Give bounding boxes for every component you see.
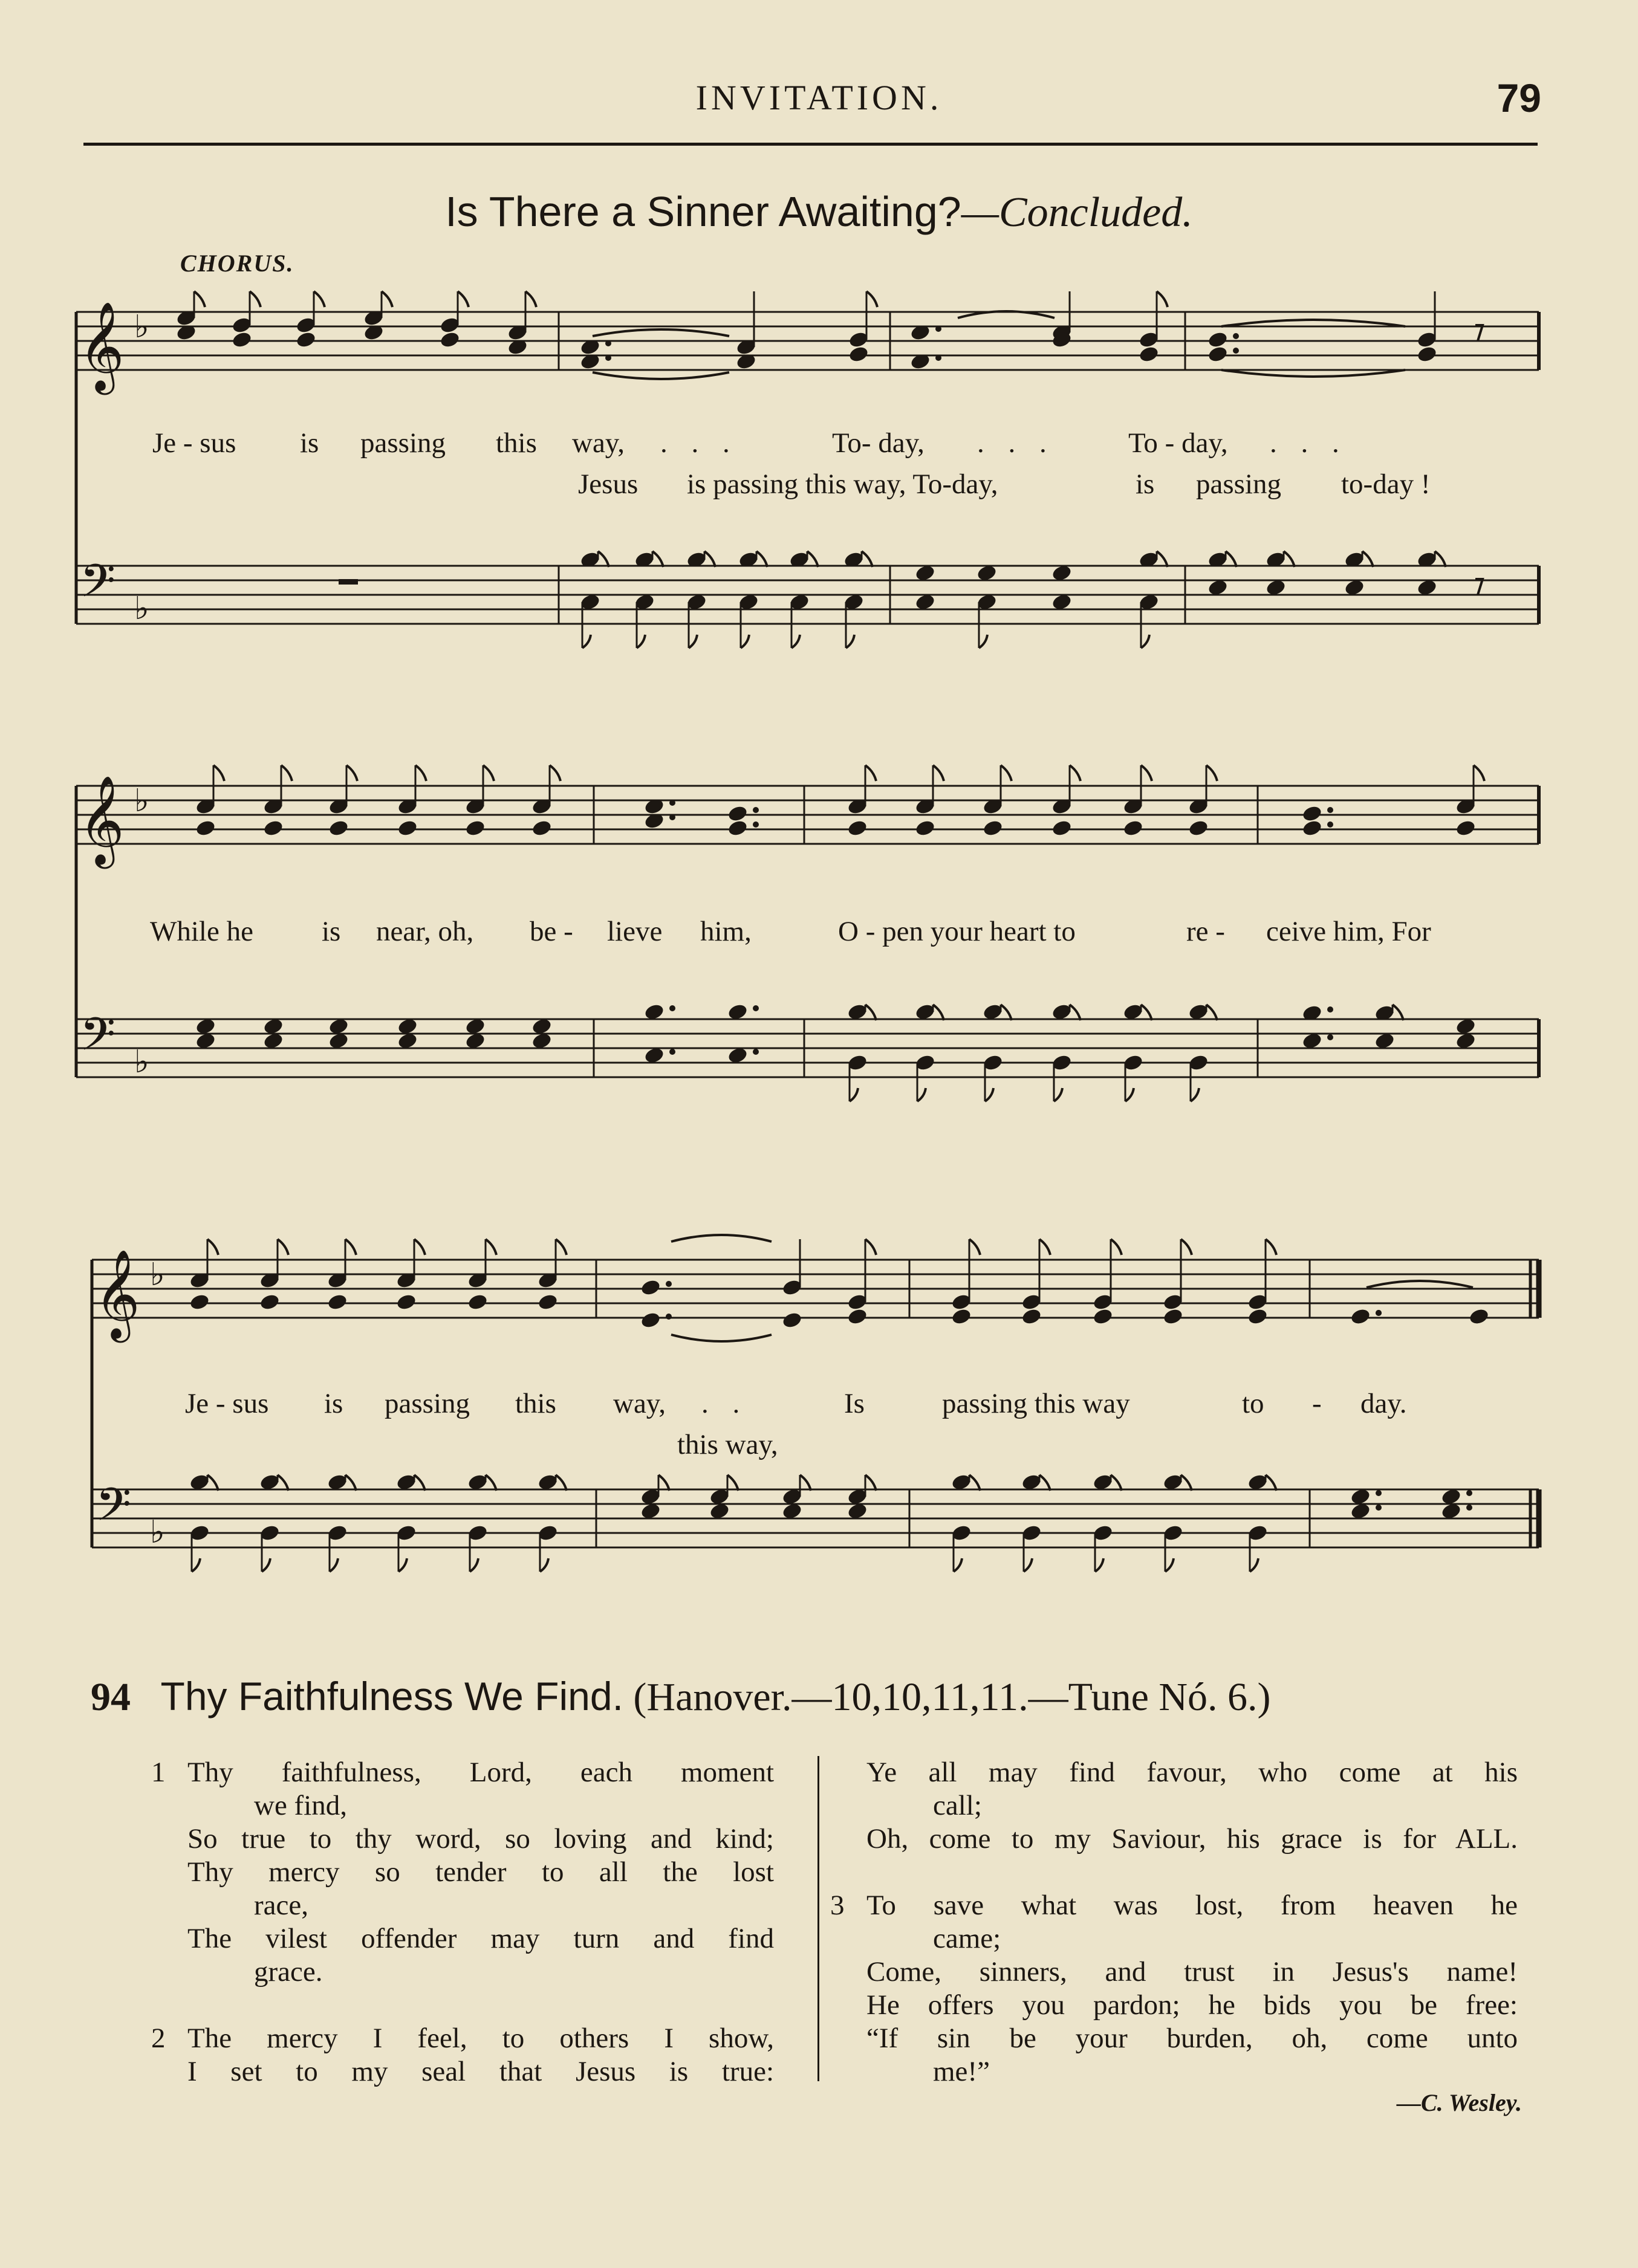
verse-line bbox=[830, 1756, 1518, 1789]
note-flag bbox=[985, 1088, 993, 1101]
note-flag bbox=[1435, 551, 1446, 567]
flat-key-signature: ♭ bbox=[134, 1044, 149, 1080]
verse-line bbox=[830, 1955, 1518, 1989]
notehead bbox=[531, 819, 553, 838]
verse-text: The mercy I feel, to others I show, bbox=[187, 2023, 774, 2054]
hymn94-number: 94 bbox=[91, 1675, 131, 1719]
note-flag bbox=[1001, 765, 1012, 781]
augmentation-dot bbox=[1376, 1505, 1382, 1511]
augmentation-dot bbox=[666, 1281, 672, 1287]
augmentation-dot bbox=[605, 355, 611, 361]
verse-line bbox=[830, 1989, 1518, 2022]
augmentation-dot bbox=[1327, 821, 1333, 828]
tie-curve bbox=[1221, 320, 1405, 326]
notehead bbox=[537, 1293, 559, 1312]
notehead bbox=[1468, 1307, 1490, 1326]
verse-text: “If sin be your burden, oh, come unto bbox=[866, 2023, 1518, 2054]
lyric-syllable: passing bbox=[385, 1388, 470, 1419]
augmentation-dot bbox=[605, 340, 611, 346]
notehead bbox=[1162, 1307, 1184, 1326]
note-flag bbox=[1039, 1475, 1050, 1491]
notehead bbox=[1301, 819, 1323, 838]
notehead bbox=[1021, 1307, 1042, 1326]
note-flag bbox=[213, 765, 224, 781]
note-flag bbox=[382, 291, 392, 307]
note-flag bbox=[556, 1475, 567, 1491]
treble-clef-icon: 𝄞 bbox=[79, 775, 125, 865]
note-flag bbox=[192, 1558, 200, 1572]
verse-text: Ye all may find favour, who come at his bbox=[866, 1757, 1518, 1788]
note-flag bbox=[862, 551, 873, 567]
notehead bbox=[295, 331, 317, 349]
note-flag bbox=[756, 551, 767, 567]
notehead bbox=[327, 1293, 348, 1312]
hymn94-tune-info: (Hanover.—10,10,11,11.—Tune Nó. 6.) bbox=[633, 1675, 1271, 1719]
verse-line bbox=[151, 1756, 774, 1789]
lyric-syllable: Is bbox=[844, 1388, 865, 1419]
note-flag bbox=[1141, 1005, 1152, 1020]
lyric-syllable: O - pen your heart to bbox=[838, 916, 1076, 947]
flat-key-signature: ♭ bbox=[134, 783, 149, 819]
note-flag bbox=[807, 551, 818, 567]
note-flag bbox=[1181, 1475, 1192, 1491]
note-flag bbox=[1474, 765, 1484, 781]
note-flag bbox=[689, 635, 697, 648]
notehead bbox=[1455, 819, 1477, 838]
lyric-syllable: this bbox=[515, 1388, 556, 1419]
verse-text: came; bbox=[933, 1923, 1001, 1954]
notehead bbox=[259, 1293, 281, 1312]
augmentation-dot bbox=[753, 821, 759, 828]
lyric-syllable: this bbox=[496, 427, 537, 459]
lyric-syllable: to-day ! bbox=[1341, 468, 1431, 500]
augmentation-dot bbox=[666, 1314, 672, 1320]
note-flag bbox=[1141, 635, 1149, 648]
lyric-syllable: While he bbox=[150, 916, 253, 947]
note-flag bbox=[486, 1475, 496, 1491]
note-flag bbox=[414, 1239, 425, 1255]
notehead bbox=[1188, 819, 1209, 838]
note-flag bbox=[741, 635, 749, 648]
note-flag bbox=[791, 635, 800, 648]
lyric-syllable: . . . bbox=[977, 427, 1055, 459]
notehead bbox=[439, 331, 461, 349]
note-flag bbox=[1266, 1239, 1276, 1255]
verse-text: we find, bbox=[254, 1790, 348, 1821]
note-flag bbox=[1206, 765, 1217, 781]
note-flag bbox=[727, 1475, 738, 1491]
lyric-syllable: lieve bbox=[607, 916, 663, 947]
note-flag bbox=[1266, 1475, 1276, 1491]
note-flag bbox=[846, 635, 854, 648]
note-flag bbox=[582, 635, 591, 648]
notehead bbox=[727, 805, 749, 823]
lyric-syllable: be - bbox=[530, 916, 573, 947]
note-flag bbox=[1393, 1005, 1403, 1020]
notehead bbox=[847, 819, 868, 838]
note-flag bbox=[1125, 1088, 1134, 1101]
note-flag bbox=[979, 635, 987, 648]
note-flag bbox=[1070, 765, 1081, 781]
note-flag bbox=[1141, 765, 1152, 781]
notehead bbox=[848, 345, 869, 364]
notehead bbox=[640, 1311, 661, 1330]
flat-key-signature: ♭ bbox=[150, 1257, 165, 1293]
tie-curve bbox=[671, 1335, 772, 1341]
note-flag bbox=[954, 1558, 962, 1572]
notehead bbox=[1207, 345, 1229, 364]
lyric-syllable: is bbox=[322, 916, 341, 947]
note-flag bbox=[1111, 1239, 1122, 1255]
note-flag bbox=[1157, 551, 1168, 567]
verse-text: So true to thy word, so loving and kind; bbox=[187, 1823, 774, 1855]
note-flag bbox=[281, 765, 292, 781]
lyric-syllable: To - day, bbox=[1128, 427, 1228, 459]
note-flag bbox=[865, 1239, 876, 1255]
notehead bbox=[195, 819, 216, 838]
stanza-number: 2 bbox=[151, 2023, 166, 2054]
whole-rest bbox=[339, 579, 358, 585]
treble-clef-icon: 𝄞 bbox=[94, 1249, 140, 1339]
augmentation-dot bbox=[1376, 1310, 1382, 1316]
chorus-label: CHORUS. bbox=[180, 250, 294, 277]
lyric-syllable: - bbox=[1312, 1388, 1322, 1419]
note-flag bbox=[865, 1005, 876, 1020]
note-flag bbox=[969, 1475, 980, 1491]
note-flag bbox=[550, 765, 561, 781]
lyric-syllable: Je - sus bbox=[152, 427, 236, 459]
verse-text: The vilest offender may turn and find bbox=[187, 1923, 774, 1954]
augmentation-dot bbox=[1466, 1505, 1472, 1511]
notehead bbox=[1350, 1307, 1371, 1326]
note-flag bbox=[540, 1558, 548, 1572]
lyric-syllable: Je - sus bbox=[185, 1388, 269, 1419]
note-flag bbox=[1191, 1088, 1199, 1101]
verse-text: call; bbox=[933, 1790, 982, 1821]
notehead bbox=[231, 331, 253, 349]
note-flag bbox=[207, 1475, 218, 1491]
notehead bbox=[1207, 331, 1229, 349]
hymn94-title: Thy Faithfulness We Find. bbox=[160, 1674, 623, 1719]
lyric-syllable: . . . bbox=[660, 427, 738, 459]
hymn-title-main: Is There a Sinner Awaiting? bbox=[445, 188, 961, 235]
augmentation-dot bbox=[669, 1005, 675, 1011]
augmentation-dot bbox=[669, 800, 675, 806]
lyric-syllable: way, bbox=[572, 427, 625, 459]
verse-line bbox=[151, 2055, 774, 2088]
verse-line bbox=[151, 1922, 774, 1955]
lyric-syllable: . . bbox=[701, 1388, 749, 1419]
lyric-syllable: ceive him, For bbox=[1266, 916, 1431, 947]
note-flag bbox=[1206, 1005, 1217, 1020]
lyric-syllable: . . . bbox=[1270, 427, 1348, 459]
verse-line bbox=[151, 1856, 774, 1889]
note-flag bbox=[345, 1239, 356, 1255]
augmentation-dot bbox=[1376, 1490, 1382, 1496]
note-flag bbox=[194, 291, 205, 307]
augmentation-dot bbox=[669, 814, 675, 820]
notehead bbox=[1416, 345, 1438, 364]
hymn-title-suffix: —Concluded. bbox=[961, 189, 1193, 236]
lyric-syllable: him, bbox=[700, 916, 752, 947]
note-flag bbox=[345, 1475, 356, 1491]
notehead bbox=[1301, 805, 1323, 823]
verse-line bbox=[830, 1922, 1518, 1955]
note-flag bbox=[330, 1558, 338, 1572]
notehead bbox=[951, 1307, 972, 1326]
note-flag bbox=[637, 635, 645, 648]
lyric-syllable: this way, bbox=[677, 1429, 778, 1460]
note-flag bbox=[652, 551, 663, 567]
note-flag bbox=[398, 1558, 407, 1572]
stanza-gap bbox=[151, 1989, 774, 2022]
lyric-syllable: is passing this way, To-day, bbox=[687, 468, 998, 500]
note-flag bbox=[850, 1088, 858, 1101]
verse-line bbox=[830, 2055, 1518, 2088]
notehead bbox=[914, 819, 936, 838]
augmentation-dot bbox=[753, 1005, 759, 1011]
hymn94-verses-right bbox=[830, 1756, 1518, 2088]
notehead bbox=[847, 1307, 868, 1326]
note-flag bbox=[865, 1475, 876, 1491]
lyric-syllable: To- day, bbox=[832, 427, 925, 459]
augmentation-dot bbox=[1327, 1006, 1333, 1012]
verse-text: Thy faithfulness, Lord, each moment bbox=[187, 1757, 774, 1788]
notehead bbox=[395, 1293, 417, 1312]
note-flag bbox=[483, 765, 494, 781]
note-flag bbox=[525, 291, 536, 307]
column-divider bbox=[817, 1756, 819, 2081]
notehead bbox=[1051, 819, 1073, 838]
note-flag bbox=[917, 1088, 926, 1101]
note-flag bbox=[458, 291, 469, 307]
notehead bbox=[1138, 345, 1160, 364]
verse-text: Thy mercy so tender to all the lost bbox=[187, 1856, 774, 1888]
eighth-rest bbox=[1475, 325, 1483, 341]
note-flag bbox=[658, 1475, 669, 1491]
note-flag bbox=[598, 551, 609, 567]
flat-key-signature: ♭ bbox=[134, 309, 149, 345]
note-flag bbox=[346, 765, 357, 781]
tie-curve bbox=[1367, 1281, 1473, 1288]
note-flag bbox=[1070, 1005, 1081, 1020]
notehead bbox=[1092, 1307, 1114, 1326]
hymn94-heading bbox=[91, 1673, 1271, 1720]
augmentation-dot bbox=[935, 355, 941, 361]
note-flag bbox=[415, 765, 426, 781]
note-flag bbox=[933, 1005, 944, 1020]
flat-key-signature: ♭ bbox=[134, 591, 149, 627]
eighth-rest bbox=[1475, 579, 1483, 595]
note-flag bbox=[704, 551, 715, 567]
notehead bbox=[1247, 1307, 1269, 1326]
tie-curve bbox=[593, 329, 729, 336]
verse-line bbox=[830, 1789, 1518, 1822]
note-flag bbox=[1111, 1475, 1122, 1491]
lyric-syllable: is bbox=[1136, 468, 1155, 500]
augmentation-dot bbox=[1327, 807, 1333, 813]
lyric-syllable: way, bbox=[613, 1388, 666, 1419]
augmentation-dot bbox=[753, 1049, 759, 1055]
bass-clef-icon: 𝄢 bbox=[96, 1478, 132, 1543]
note-flag bbox=[866, 291, 877, 307]
note-flag bbox=[414, 1475, 425, 1491]
notehead bbox=[727, 819, 749, 838]
note-flag bbox=[1054, 1088, 1062, 1101]
notehead bbox=[328, 819, 349, 838]
augmentation-dot bbox=[753, 807, 759, 813]
notehead bbox=[781, 1311, 803, 1330]
augmentation-dot bbox=[1233, 348, 1239, 354]
note-flag bbox=[1095, 1558, 1103, 1572]
note-flag bbox=[1024, 1558, 1032, 1572]
verse-text: I set to my seal that Jesus is true: bbox=[187, 2056, 774, 2087]
verse-line bbox=[151, 1822, 774, 1856]
note-flag bbox=[1362, 551, 1373, 567]
notehead bbox=[467, 1293, 489, 1312]
verse-text: me!” bbox=[933, 2056, 990, 2087]
augmentation-dot bbox=[935, 326, 941, 332]
lyric-syllable: is bbox=[324, 1388, 343, 1419]
notehead bbox=[464, 819, 486, 838]
lyric-syllable: to bbox=[1242, 1388, 1264, 1419]
notehead bbox=[1122, 819, 1144, 838]
verse-text: Come, sinners, and trust in Jesus's name! bbox=[866, 1956, 1518, 1988]
verse-text: race, bbox=[254, 1890, 308, 1921]
note-flag bbox=[1039, 1239, 1050, 1255]
hymn94-attribution: —C. Wesley. bbox=[1396, 2089, 1522, 2116]
stanza-number: 3 bbox=[830, 1890, 845, 1921]
lyric-syllable: Jesus bbox=[578, 468, 639, 500]
notehead bbox=[189, 1293, 210, 1312]
stanza-gap bbox=[830, 1856, 1518, 1889]
bass-clef-icon: 𝄢 bbox=[80, 1008, 116, 1072]
verse-line bbox=[830, 1889, 1518, 1922]
stanza-number: 1 bbox=[151, 1757, 166, 1788]
verse-line bbox=[151, 1955, 774, 1989]
verse-text: To save what was lost, from heaven he bbox=[866, 1890, 1518, 1921]
augmentation-dot bbox=[1466, 1490, 1472, 1496]
lyric-syllable: passing this way bbox=[942, 1388, 1130, 1419]
note-flag bbox=[1226, 551, 1237, 567]
verse-line bbox=[830, 1822, 1518, 1856]
verse-text: He offers you pardon; he bids you be free: bbox=[866, 1989, 1518, 2021]
verse-line bbox=[830, 2022, 1518, 2055]
note-flag bbox=[262, 1558, 270, 1572]
running-header: INVITATION. bbox=[695, 78, 943, 117]
augmentation-dot bbox=[1327, 1034, 1333, 1040]
note-flag bbox=[556, 1239, 567, 1255]
notehead bbox=[982, 819, 1004, 838]
hymn94-verses-left bbox=[151, 1756, 774, 2088]
note-flag bbox=[207, 1239, 218, 1255]
note-flag bbox=[1157, 291, 1168, 307]
augmentation-dot bbox=[669, 1049, 675, 1055]
note-flag bbox=[865, 765, 876, 781]
note-flag bbox=[250, 291, 261, 307]
note-flag bbox=[969, 1239, 980, 1255]
bass-clef-icon: 𝄢 bbox=[80, 554, 116, 619]
lyric-syllable: day. bbox=[1360, 1388, 1407, 1419]
note-flag bbox=[1165, 1558, 1174, 1572]
lyric-syllable: re - bbox=[1186, 916, 1225, 947]
verse-text: grace. bbox=[254, 1956, 323, 1988]
flat-key-signature: ♭ bbox=[150, 1514, 165, 1550]
verse-line bbox=[151, 1789, 774, 1822]
lyric-syllable: near, oh, bbox=[376, 916, 474, 947]
tie-curve bbox=[1221, 370, 1405, 377]
notehead bbox=[640, 1278, 661, 1297]
note-flag bbox=[470, 1558, 478, 1572]
lyric-syllable: passing bbox=[360, 427, 446, 459]
note-flag bbox=[486, 1239, 496, 1255]
notehead bbox=[262, 819, 284, 838]
note-flag bbox=[1250, 1558, 1258, 1572]
lyric-syllable: passing bbox=[1196, 468, 1281, 500]
note-flag bbox=[1181, 1239, 1192, 1255]
tie-curve bbox=[671, 1235, 772, 1242]
note-flag bbox=[278, 1475, 288, 1491]
verse-line bbox=[151, 2022, 774, 2055]
note-flag bbox=[278, 1239, 288, 1255]
note-flag bbox=[800, 1475, 811, 1491]
note-flag bbox=[1001, 1005, 1012, 1020]
tie-curve bbox=[593, 372, 729, 379]
augmentation-dot bbox=[1233, 333, 1239, 339]
verse-text: Oh, come to my Saviour, his grace is for ALL. bbox=[866, 1823, 1518, 1855]
lyric-syllable: is bbox=[300, 427, 319, 459]
treble-clef-icon: 𝄞 bbox=[79, 301, 125, 391]
notehead bbox=[397, 819, 418, 838]
verse-line bbox=[151, 1889, 774, 1922]
page-number: 79 bbox=[1497, 76, 1541, 120]
note-flag bbox=[1284, 551, 1295, 567]
note-flag bbox=[933, 765, 944, 781]
note-flag bbox=[314, 291, 325, 307]
